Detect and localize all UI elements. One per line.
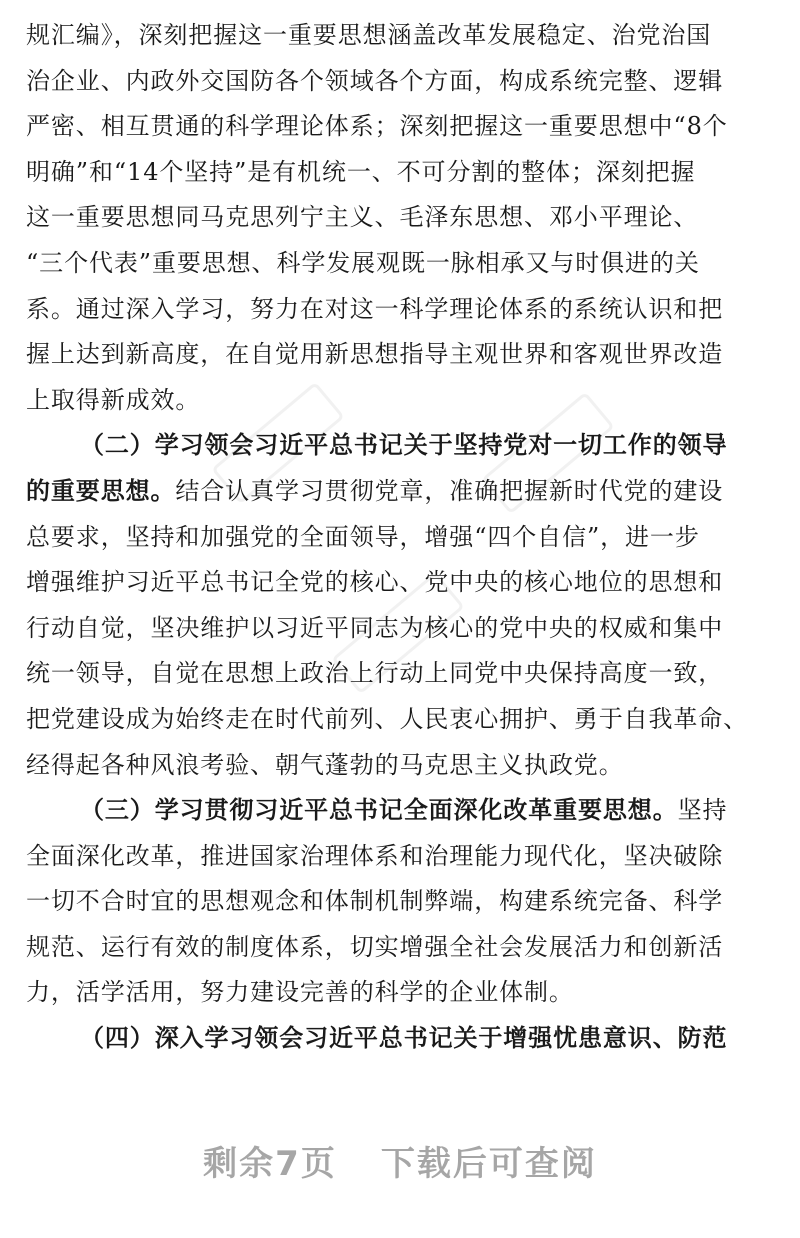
text-line: 全面深化改革，推进国家治理体系和治理能力现代化，坚决破除 <box>26 841 724 870</box>
text-line: 行动自觉，坚决维护以习近平同志为核心的党中央的权威和集中 <box>26 613 724 642</box>
text-line: 握上达到新高度，在自觉用新思想指导主观世界和客观世界改造 <box>26 340 724 369</box>
text-line: 严密、相互贯通的科学理论体系；深刻把握这一重要思想中“8个 <box>26 112 728 141</box>
text-line: 总要求，坚持和加强党的全面领导，增强“四个自信”，进一步 <box>26 522 700 551</box>
text-line: “三个代表”重要思想、科学发展观既一脉相承又与时俱进的关 <box>26 248 700 277</box>
text-span: 结合认真学习贯彻党章，准确把握新时代党的建设 <box>175 476 724 505</box>
download-prompt[interactable] <box>0 1136 800 1185</box>
text-line: 力，活学活用，努力建设完善的科学的企业体制。 <box>26 978 574 1007</box>
text-line: 规范、运行有效的制度体系，切实增强全社会发展活力和创新活 <box>26 932 724 961</box>
text-line: 治企业、内政外交国防各个领域各个方面，构成系统完整、逻辑 <box>26 66 724 95</box>
text-line: 规汇编》，深刻把握这一重要思想涵盖改革发展稳定、治党治国 <box>26 21 712 49</box>
section-heading-continued: 的重要思想。 <box>26 476 176 505</box>
text-line: 系。通过深入学习，努力在对这一科学理论体系的系统认识和把 <box>26 294 724 323</box>
remaining-pages-label: 剩余7页 <box>203 1144 337 1184</box>
text-line: 明确”和“14个坚持”是有机统一、不可分割的整体；深刻把握 <box>26 157 696 186</box>
text-line: 增强维护习近平总书记全党的核心、党中央的核心地位的思想和 <box>26 568 724 597</box>
text-line <box>26 469 774 515</box>
text-span: 坚持 <box>677 796 728 825</box>
text-line <box>26 788 774 834</box>
text-line: 统一领导，自觉在思想上政治上行动上同党中央保持高度一致， <box>26 659 724 688</box>
section-heading: （三）学习贯彻习近平总书记全面深化改革重要思想。 <box>80 796 678 825</box>
text-line: 上取得新成效。 <box>26 385 201 414</box>
document-body <box>26 13 774 1062</box>
text-line: 把党建设成为始终走在时代前列、人民衷心拥护、勇于自我革命、 <box>26 704 749 733</box>
download-to-view-label: 下载后可查阅 <box>380 1144 597 1184</box>
section-heading: （二）学习领会习近平总书记关于坚持党对一切工作的领导 <box>80 431 728 460</box>
text-line: 这一重要思想同马克思列宁主义、毛泽东思想、邓小平理论、 <box>26 203 699 232</box>
section-heading: （四）深入学习领会习近平总书记关于增强忧患意识、防范 <box>80 1024 728 1053</box>
text-line: 经得起各种风浪考验、朝气蓬勃的马克思主义执政党。 <box>26 750 624 779</box>
text-line: 一切不合时宜的思想观念和体制机制弊端，构建系统完备、科学 <box>26 887 724 916</box>
